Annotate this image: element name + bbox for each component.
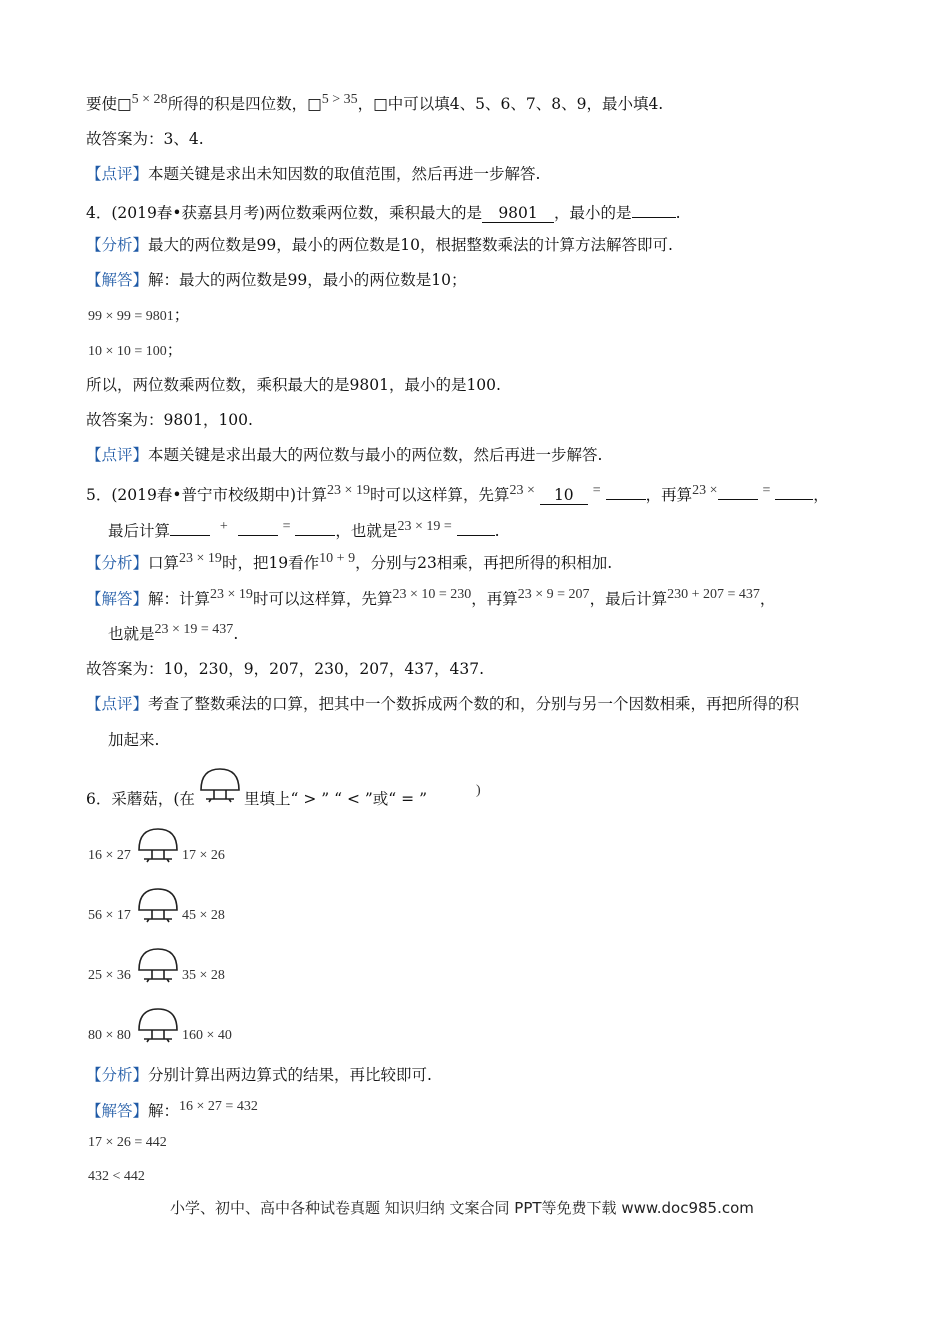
right-expression: 35 × 28 (182, 968, 225, 983)
solution-line2 (108, 623, 238, 647)
left-expression: 25 × 36 (88, 968, 131, 983)
text: 考查了整数乘法的口算，把其中一个数拆成两个数的和，分别与另一个因数相乘，再把所得的积 (148, 695, 800, 713)
analysis-tag: 【分析】 (86, 554, 149, 572)
comment-line2: 加起来. (108, 731, 160, 749)
math-expression: 23 × 19 = 437 (154, 622, 234, 637)
answer-blank (606, 481, 646, 500)
math-symbol: + (219, 519, 228, 534)
text: ，再算 (471, 590, 518, 608)
comparison-row (88, 903, 131, 927)
analysis-tag: 【分析】 (86, 236, 149, 254)
math-expression: 10 + 9 (319, 551, 356, 566)
question-6-text (244, 788, 427, 810)
math-expression: 16 × 27 = 432 (179, 1099, 258, 1114)
answer-blank (775, 481, 813, 500)
math-expression: 17 × 26 = 442 (88, 1135, 167, 1150)
question-4 (86, 199, 681, 224)
question-text: 5．(2019春•普宁市校级期中)计算 (86, 486, 328, 504)
comparison-right (182, 963, 225, 987)
text: ； (173, 306, 190, 324)
text: ， (759, 590, 776, 608)
question-6-paren (476, 778, 481, 802)
answer-blank (632, 199, 676, 218)
math-expression: 10 × 10 = 100 (88, 344, 167, 359)
text: . (675, 204, 681, 222)
math-expression: 23 × 19 (210, 587, 253, 602)
analysis-tag: 【分析】 (86, 1066, 149, 1084)
answer-blank (170, 517, 210, 536)
left-expression: 80 × 80 (88, 1028, 131, 1043)
text: 本题关键是求出最大的两位数与最小的两位数，然后再进一步解答. (148, 446, 603, 464)
text: ) (476, 783, 481, 798)
text: 本题关键是求出未知因数的取值范围，然后再进一步解答. (148, 165, 541, 183)
text: 解： (148, 1102, 180, 1120)
math-expression: 432 < 442 (88, 1169, 145, 1184)
text: 解：最大的两位数是99，最小的两位数是10； (148, 271, 467, 289)
answer-line: 故答案为：9801，100. (86, 411, 253, 429)
answer-line: 故答案为：3、4. (86, 130, 204, 148)
text: ，最后计算 (589, 590, 668, 608)
math-expression: 23 × 10 = 230 (392, 587, 472, 602)
question-5-line2 (108, 517, 500, 544)
comment-line (86, 163, 540, 185)
comparison-right (182, 903, 225, 927)
analysis-line (86, 1064, 432, 1086)
text: ，再算 (645, 486, 693, 504)
comment-tag: 【点评】 (86, 695, 149, 713)
left-expression: 16 × 27 (88, 848, 131, 863)
answer-blank: 9801 (482, 204, 554, 223)
math-expression: 23 × 19 (327, 483, 370, 498)
solution-tag: 【解答】 (86, 590, 149, 608)
mushroom-icon (198, 766, 242, 804)
answer-blank (718, 481, 758, 500)
question-5 (86, 481, 829, 508)
comparison-right (182, 1023, 232, 1047)
math-expression: 23 × 9 = 207 (517, 587, 590, 602)
text: 分别计算出两边算式的结果，再比较即可. (148, 1066, 432, 1084)
math-expression: 99 × 99 = 9801 (88, 309, 174, 324)
answer-blank (295, 517, 335, 536)
text: 最后计算 (108, 522, 171, 540)
comment-tag: 【点评】 (86, 446, 149, 464)
analysis-line (86, 552, 612, 576)
math-expression: 23 × (692, 483, 718, 498)
comparison-row (88, 843, 131, 867)
mushroom-icon[interactable] (136, 886, 180, 924)
text: 里填上“ > ” “ < ”或“ = ” (244, 790, 427, 808)
solution-line (86, 1100, 258, 1124)
text: ，也就是 (335, 522, 398, 540)
right-expression: 45 × 28 (182, 908, 225, 923)
math-symbol: = (282, 519, 291, 534)
math-expression: 5 > 35 (321, 92, 358, 107)
math-expression: 5 × 28 (131, 92, 168, 107)
question-text: 4．(2019春•获嘉县月考)两位数乘两位数，乘积最大的是 (86, 204, 483, 222)
text: 要使□ (86, 95, 132, 113)
text: ，分别与23相乘，再把所得的积相加. (355, 554, 613, 572)
equation-line (88, 1164, 145, 1188)
equation-line (88, 339, 182, 363)
text: 解：计算 (148, 590, 211, 608)
mushroom-icon[interactable] (136, 946, 180, 984)
text: . (494, 522, 500, 540)
text: 时可以这样算，先算 (369, 486, 510, 504)
text: 时，把19看作 (221, 554, 320, 572)
solution-line (86, 269, 466, 291)
comment-line (86, 444, 602, 466)
text: ，最小的是 (554, 204, 632, 222)
text: 也就是 (108, 625, 155, 643)
comparison-row (88, 1023, 131, 1047)
answer-line: 故答案为：10，230，9，207，230，207，437，437. (86, 660, 485, 678)
text: . (233, 625, 239, 643)
answer-blank: 10 (540, 486, 588, 505)
question-text: 6．采蘑菇，(在 (86, 790, 195, 808)
text: 最大的两位数是99，最小的两位数是10，根据整数乘法的计算方法解答即可. (148, 236, 673, 254)
comparison-row (88, 963, 131, 987)
text: ， (813, 486, 829, 504)
math-expression: 230 + 207 = 437 (667, 587, 760, 602)
solution-tag: 【解答】 (86, 271, 149, 289)
text: ，□中可以填4、5、6、7、8、9，最小填4. (357, 95, 664, 113)
comment-line (86, 693, 799, 715)
footer-text: 小学、初中、高中各种试卷真题 知识归纳 文案合同 PPT等免费下载 www.doc985.com (170, 1199, 754, 1217)
solution-tag: 【解答】 (86, 1102, 149, 1120)
mushroom-icon[interactable] (136, 826, 180, 864)
equation-line (88, 1130, 167, 1154)
math-symbol: = (762, 483, 771, 498)
answer-blank (457, 517, 495, 536)
comparison-right (182, 843, 225, 867)
math-expression: 23 × 19 = (397, 519, 452, 534)
question-6 (86, 788, 195, 810)
right-expression: 160 × 40 (182, 1028, 232, 1043)
equation-line (88, 304, 189, 328)
math-symbol: = (592, 483, 601, 498)
text: 口算 (148, 554, 180, 572)
right-expression: 17 × 26 (182, 848, 225, 863)
text: 所得的积是四位数，□ (167, 95, 322, 113)
answer-blank (238, 517, 278, 536)
solution-line (86, 588, 775, 612)
text-line (86, 93, 663, 117)
comment-tag: 【点评】 (86, 165, 149, 183)
text: ； (166, 341, 183, 359)
mushroom-icon[interactable] (136, 1006, 180, 1044)
analysis-line (86, 234, 673, 256)
left-expression: 56 × 17 (88, 908, 131, 923)
math-expression: 23 × 19 (179, 551, 222, 566)
math-expression: 23 × (509, 483, 535, 498)
conclusion-line: 所以，两位数乘两位数，乘积最大的是9801，最小的是100. (86, 376, 501, 394)
text: 时可以这样算，先算 (252, 590, 393, 608)
